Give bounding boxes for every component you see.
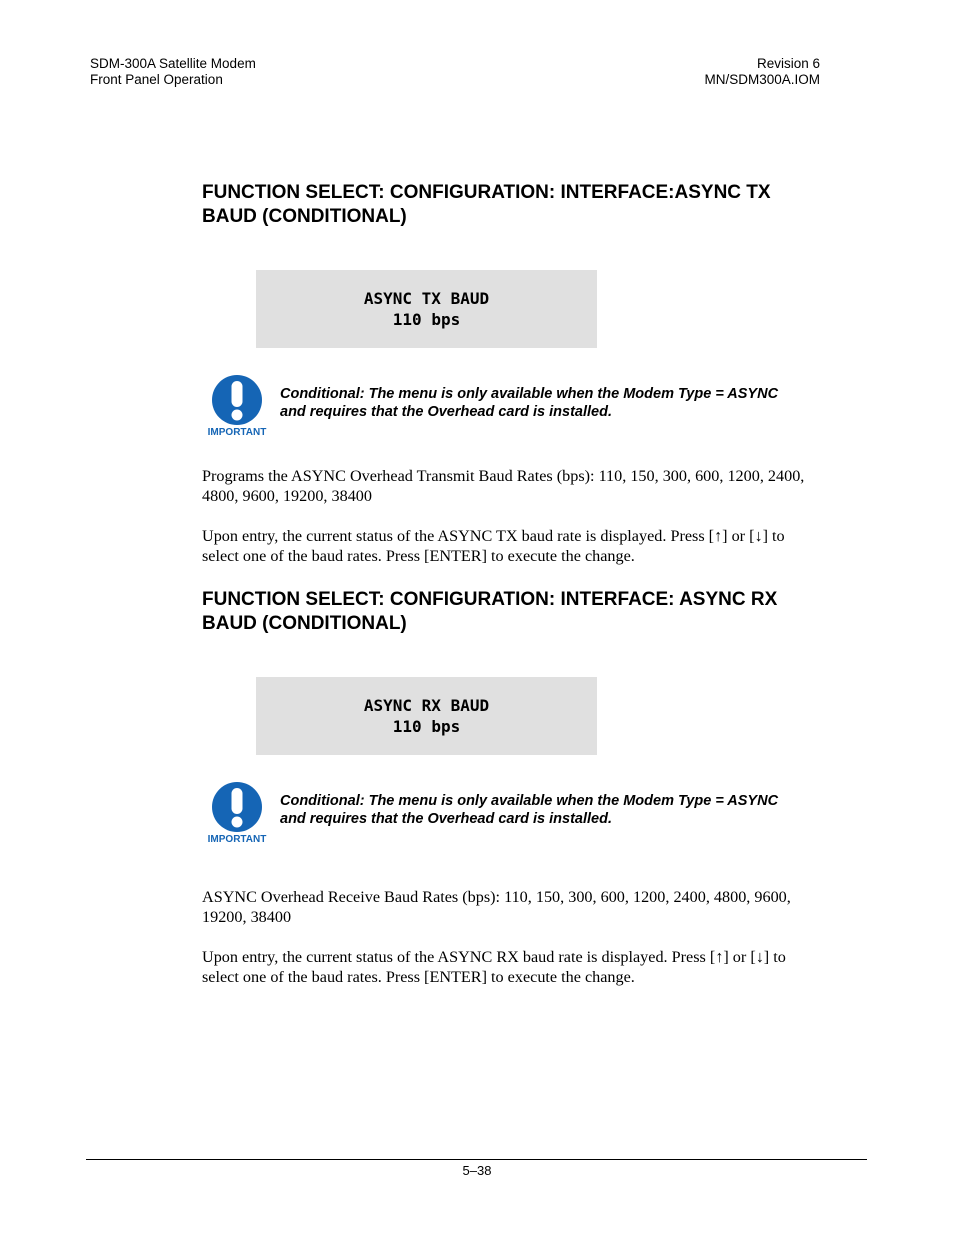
page-number: 5–38: [462, 1163, 492, 1178]
document-number: MN/SDM300A.IOM: [704, 72, 820, 87]
footer-rule: [86, 1159, 867, 1160]
lcd-display: [256, 270, 597, 348]
page-header-right: [704, 56, 820, 88]
important-label: IMPORTANT: [207, 834, 267, 845]
section-async-tx-baud: [202, 181, 852, 566]
section-heading: FUNCTION SELECT: CONFIGURATION: INTERFACE: ASYNC RX BAUD (CONDITIONAL): [202, 589, 778, 634]
section-heading: FUNCTION SELECT: CONFIGURATION: INTERFACE:ASYNC TX BAUD (CONDITIONAL): [202, 182, 771, 227]
important-label: IMPORTANT: [207, 427, 267, 438]
lcd-line-1: ASYNC RX BAUD: [363, 696, 490, 715]
lcd-line-2: 110 bps: [392, 310, 461, 329]
page-header-left: [90, 56, 256, 88]
lcd-display: [256, 677, 597, 755]
lcd-line-1: ASYNC TX BAUD: [363, 289, 490, 308]
important-note: [202, 781, 852, 845]
instruction-paragraph: Upon entry, the current status of the ASYNC TX baud rate is displayed. Press [↑] or [↓] to select one of the baud rates. Press [ENTER] to execute the change.: [202, 527, 785, 565]
description-paragraph: Programs the ASYNC Overhead Transmit Baud Rates (bps): 110, 150, 300, 600, 1200, 2400, 4800, 9600, 19200, 38400: [202, 467, 805, 505]
important-note: [202, 374, 852, 438]
important-exclamation-icon: [202, 781, 272, 845]
revision-label: Revision 6: [756, 56, 820, 71]
note-text: Conditional: The menu is only available when the Modem Type = ASYNC and requires that the Overhead card is installed.: [280, 386, 779, 420]
instruction-paragraph: Upon entry, the current status of the ASYNC RX baud rate is displayed. Press [↑] or [↓] to select one of the baud rates. Press [ENTER] to execute the change.: [202, 948, 786, 986]
description-paragraph: ASYNC Overhead Receive Baud Rates (bps): 110, 150, 300, 600, 1200, 2400, 4800, 9600, 19200, 38400: [202, 888, 791, 926]
note-text: Conditional: The menu is only available when the Modem Type = ASYNC and requires that the Overhead card is installed.: [280, 793, 779, 827]
document-title: SDM-300A Satellite Modem: [90, 56, 256, 71]
section-async-rx-baud: [202, 588, 852, 987]
important-exclamation-icon: [202, 374, 272, 438]
chapter-title: Front Panel Operation: [90, 72, 223, 87]
lcd-line-2: 110 bps: [392, 717, 461, 736]
